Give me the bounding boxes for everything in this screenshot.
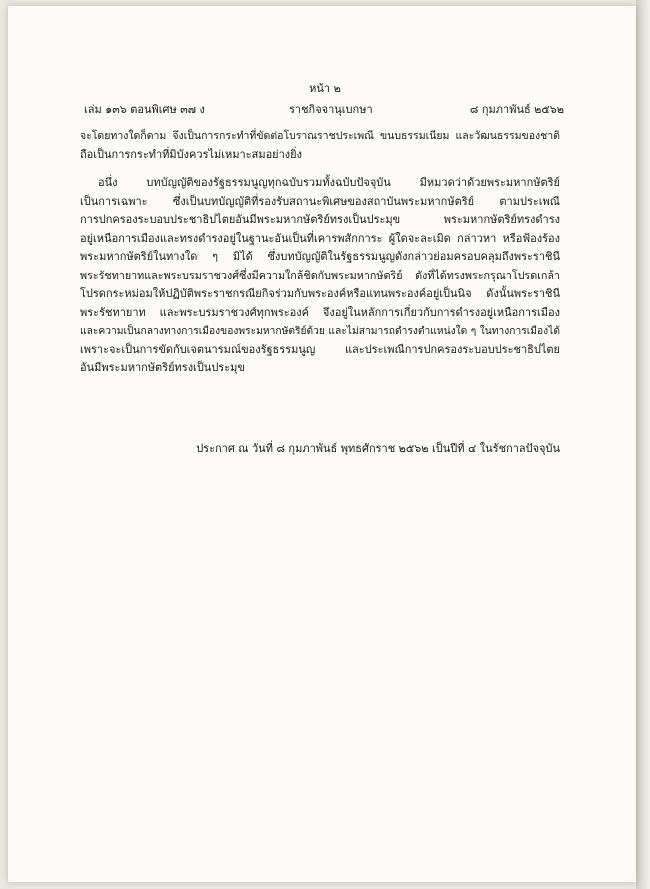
page-number: หน้า ๒ — [309, 82, 341, 95]
announcement-line: ประกาศ ณ วันที่ ๘ กุมภาพันธ์ พุทธศักราช ๒๕๖๒ เป็นปีที่ ๔ ในรัชกาลปัจจุบัน — [196, 442, 560, 455]
paragraph-line: อนึ่ง บทบัญญัติของรัฐธรรมนูญทุกฉบับรวมทั้งฉบับปัจจุบัน มีหมวดว่าด้วยพระมหากษัตริย์ — [98, 176, 560, 189]
volume-label: เล่ม ๑๓๖ ตอนพิเศษ ๓๗ ง — [84, 103, 205, 116]
page-edge-shadow — [636, 0, 650, 889]
paragraph-line: โปรดกระหม่อมให้ปฏิบัติพระราชกรณียกิจร่วมกับพระองค์หรือแทนพระองค์อยู่เป็นนิจ ดังนั้นพระราชินี — [80, 287, 560, 300]
paragraph-line: และความเป็นกลางทางการเมืองของพระมหากษัตริย์ด้วย และไม่สามารถดำรงตำแหน่งใด ๆ ในทางการเมืองได้ — [80, 325, 560, 337]
paragraph-line: จะโดยทางใดก็ตาม จึงเป็นการกระทำที่ขัดต่อโบราณราชประเพณี ขนบธรรมเนียม และวัฒนธรรมของชาติ — [80, 130, 560, 142]
paragraph-gap — [80, 164, 560, 174]
issue-date: ๘ กุมภาพันธ์ ๒๕๖๒ — [469, 103, 564, 116]
paragraph-line: อันมีพระมหากษัตริย์ทรงเป็นประมุข — [80, 361, 245, 374]
paragraph-line: พระรัชทายาท และพระบรมราชวงศ์ทุกพระองค์ จึงอยู่ในหลักการเกี่ยวกับการดำรงอยู่เหนือการเมือง — [80, 305, 560, 319]
paragraph-line: พระรัชทายาทและพระบรมราชวงศ์ซึ่งมีความใกล้ชิดกับพระมหากษัตริย์ ดังที่ได้ทรงพระกรุณาโปรดเกล้า — [80, 268, 560, 282]
paragraph-line: อยู่เหนือการเมืองและทรงดำรงอยู่ในฐานะอันเป็นที่เคารพสักการะ ผู้ใดจะละเมิด กล่าวหา หรือฟ้องร้อง — [80, 231, 560, 245]
paragraph-line: เป็นการเฉพาะ ซึ่งเป็นบทบัญญัติที่รองรับสถานะพิเศษของสถาบันพระมหากษัตริย์ ตามประเพณี — [80, 194, 560, 208]
document-body — [80, 127, 560, 378]
publication-name: ราชกิจจานุเบกษา — [289, 103, 373, 116]
paragraph-line: เพราะจะเป็นการขัดกับเจตนารมณ์ของรัฐธรรมนูญ และประเพณีการปกครองระบอบประชาธิปไตย — [80, 342, 560, 356]
paragraph-line: การปกครองระบอบประชาธิปไตยอันมีพระมหากษัตริย์ทรงเป็นประมุข พระมหากษัตริย์ทรงดำรง — [80, 213, 560, 226]
paragraph-line: พระมหากษัตริย์ในทางใด ๆ มิได้ ซึ่งบทบัญญัติในรัฐธรรมนูญดังกล่าวย่อมครอบคลุมถึงพระราชินี — [80, 250, 560, 263]
paragraph-line: ถือเป็นการกระทำที่มิบังควรไม่เหมาะสมอย่างยิ่ง — [80, 147, 302, 161]
